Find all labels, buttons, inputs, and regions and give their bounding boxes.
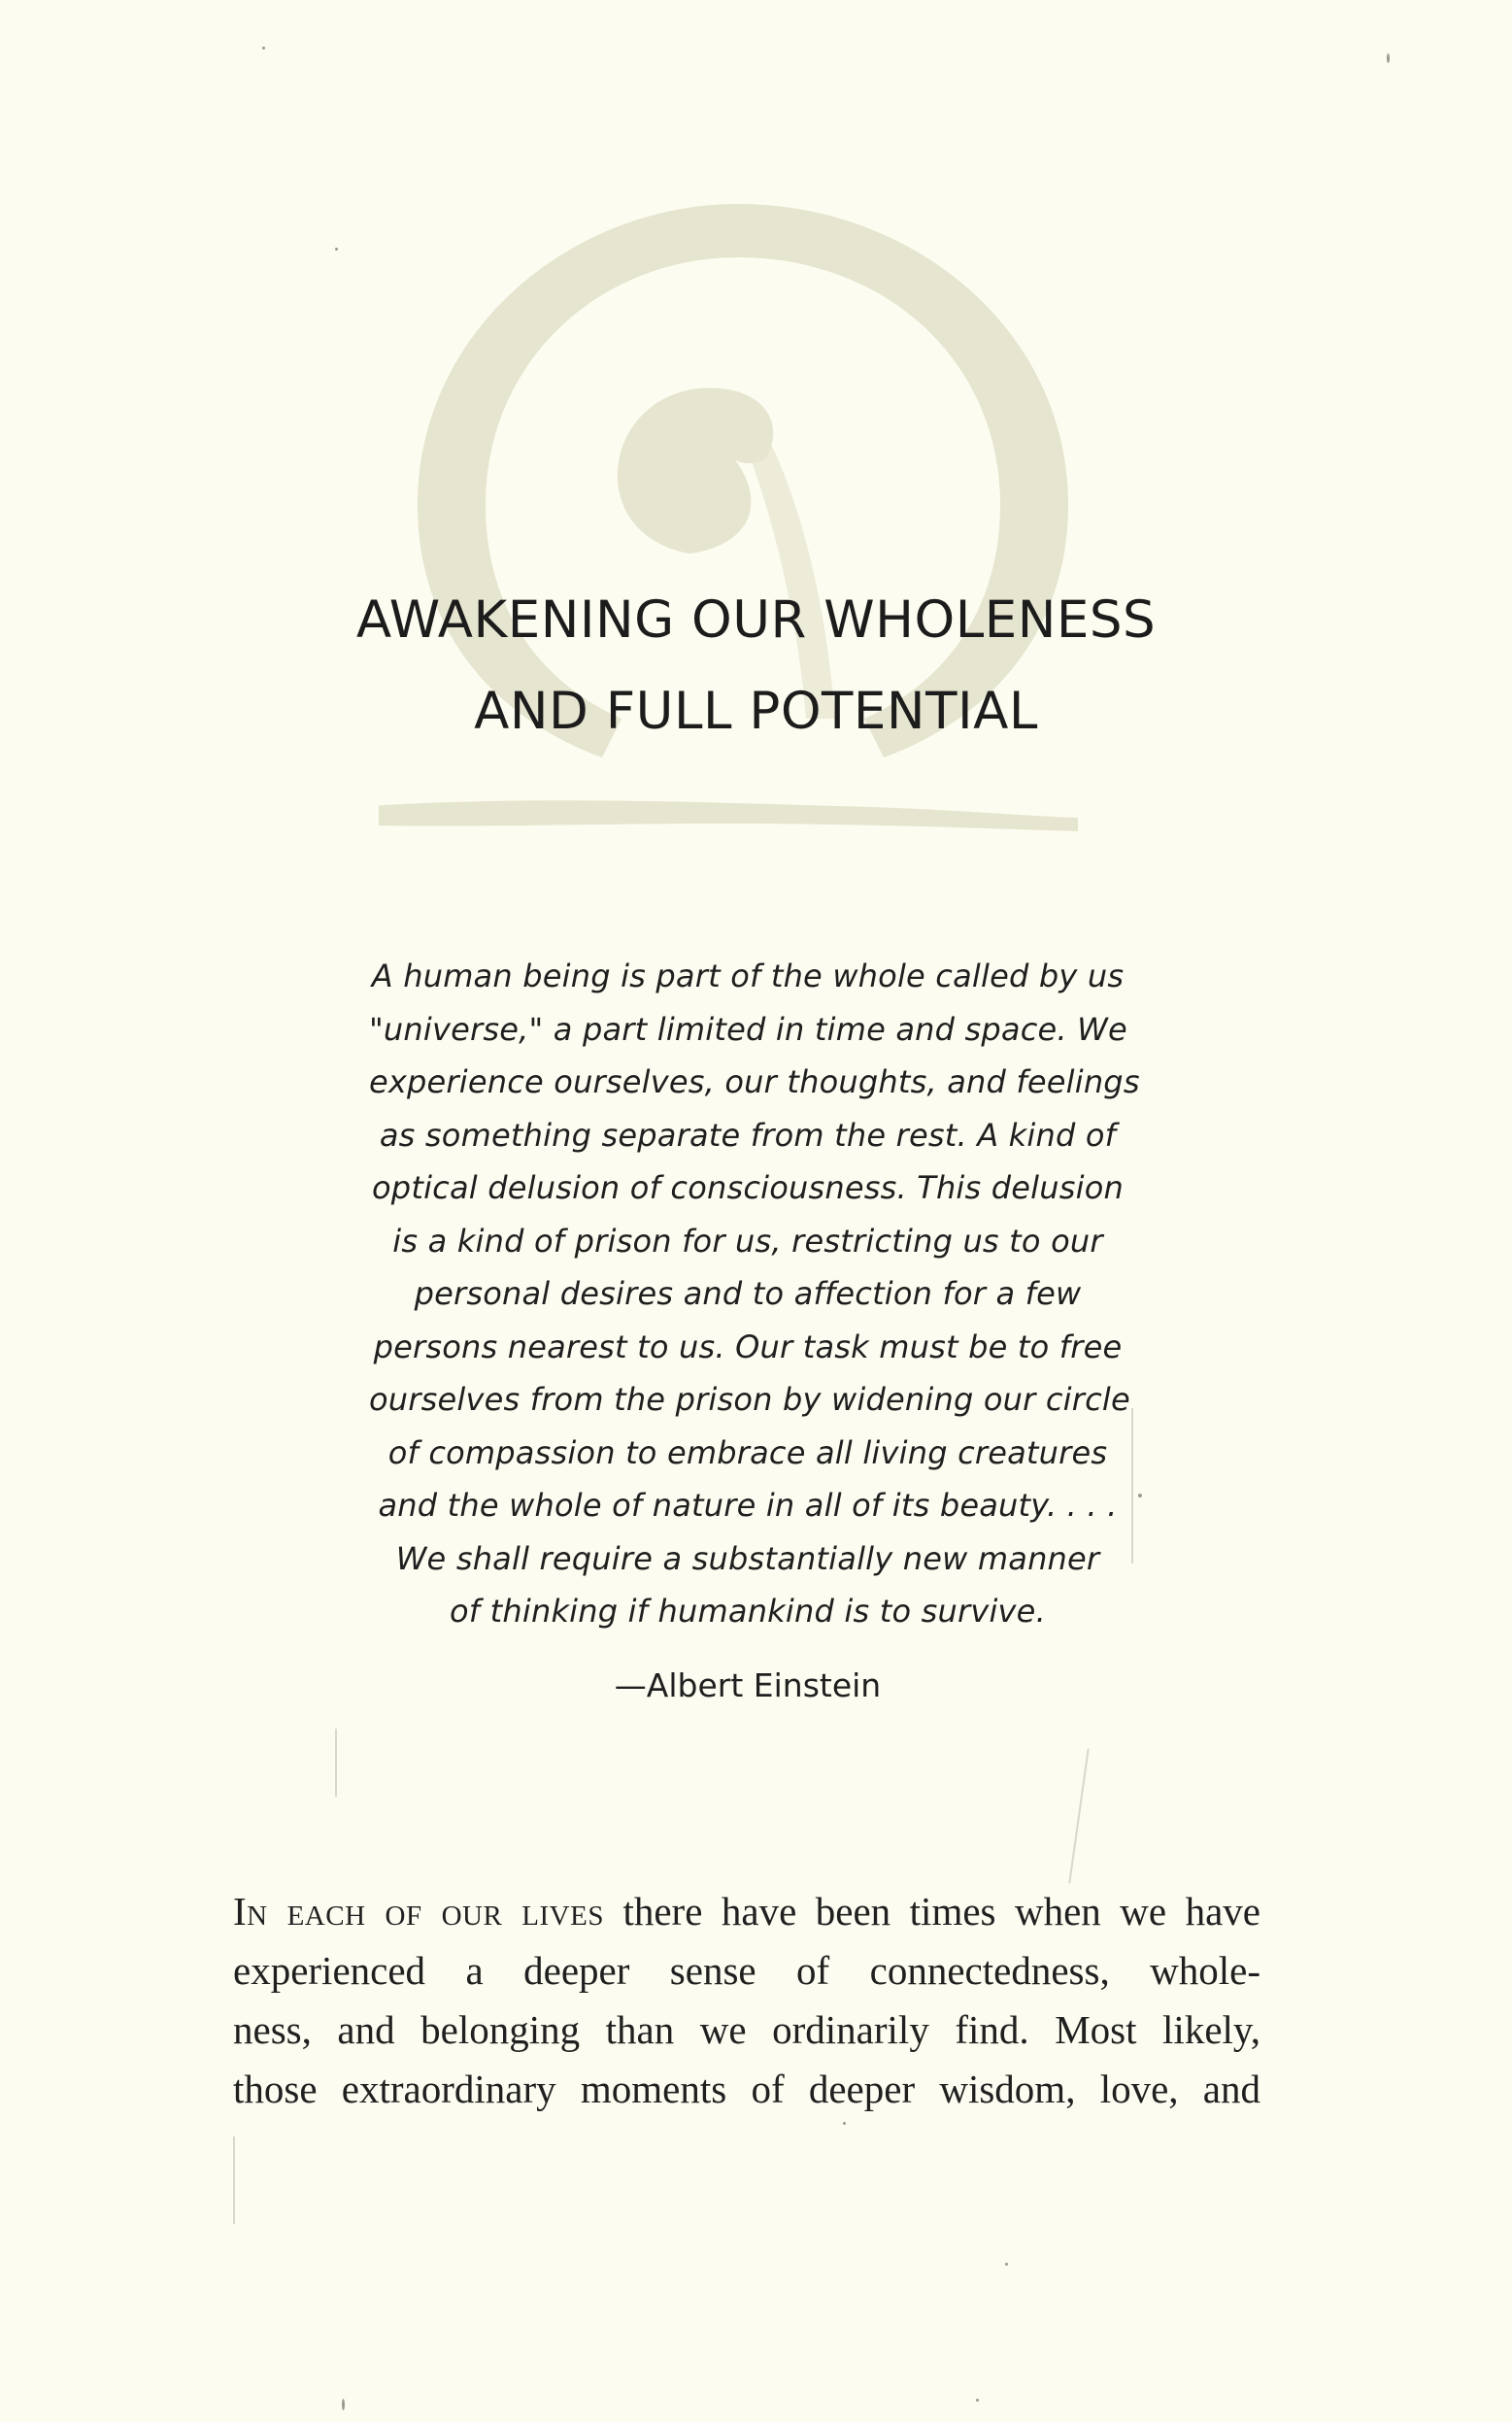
epigraph-line: optical delusion of consciousness. This delusion — [372, 1169, 1124, 1206]
epigraph-line: as something separate from the rest. A kind of — [379, 1116, 1117, 1154]
epigraph-line: persons nearest to us. Our task must be to free — [373, 1328, 1123, 1365]
speck — [335, 248, 338, 251]
scan-line-mark — [233, 2136, 235, 2224]
epigraph-line: personal desires and to affection for a few — [414, 1275, 1082, 1312]
epigraph-line: of compassion to embrace all living creatures — [387, 1433, 1108, 1471]
body-line-rest: there have been times when we have — [603, 1889, 1260, 1934]
epigraph-line: ourselves from the prison by widening our circle — [369, 1381, 1130, 1418]
epigraph-line: and the whole of nature in all of its beauty. . . . — [378, 1487, 1118, 1524]
chapter-title-line-2: AND FULL POTENTIAL — [474, 682, 1038, 741]
lead-in-small-caps: In each of our lives — [233, 1889, 604, 1934]
speck — [1005, 2263, 1008, 2266]
epigraph-line: experience ourselves, our thoughts, and feelings — [369, 1063, 1140, 1100]
chapter-title-line-1: AWAKENING OUR WHOLENESS — [355, 590, 1157, 650]
body-line — [233, 1882, 1260, 1941]
speck — [262, 47, 265, 50]
body-paragraph — [233, 1882, 1260, 2119]
body-line: experienced a deeper sense of connectedness, whole- — [233, 1948, 1260, 1993]
scan-line-mark — [1131, 1408, 1133, 1564]
epigraph-attribution: —Albert Einstein — [614, 1666, 882, 1704]
body-line: those extraordinary moments of deeper wisdom, love, and — [233, 2067, 1260, 2111]
scan-line-mark — [335, 1729, 337, 1797]
speck — [976, 2399, 979, 2402]
epigraph-quote — [369, 950, 1140, 1638]
epigraph-line: A human being is part of the whole called by us — [371, 958, 1125, 994]
speck — [843, 2122, 846, 2125]
epigraph-line: "universe," a part limited in time and space. We — [369, 1010, 1127, 1048]
scan-line-mark — [1068, 1749, 1089, 1884]
speck — [342, 2399, 345, 2410]
epigraph-line: We shall require a substantially new manner — [395, 1539, 1100, 1577]
epigraph-line: is a kind of prison for us, restricting us to our — [392, 1222, 1103, 1260]
speck — [1138, 1494, 1142, 1497]
body-line: ness, and belonging than we ordinarily find. Most likely, — [233, 2007, 1260, 2052]
speck — [1387, 53, 1390, 63]
epigraph-line: of thinking if humankind is to survive. — [450, 1593, 1046, 1630]
